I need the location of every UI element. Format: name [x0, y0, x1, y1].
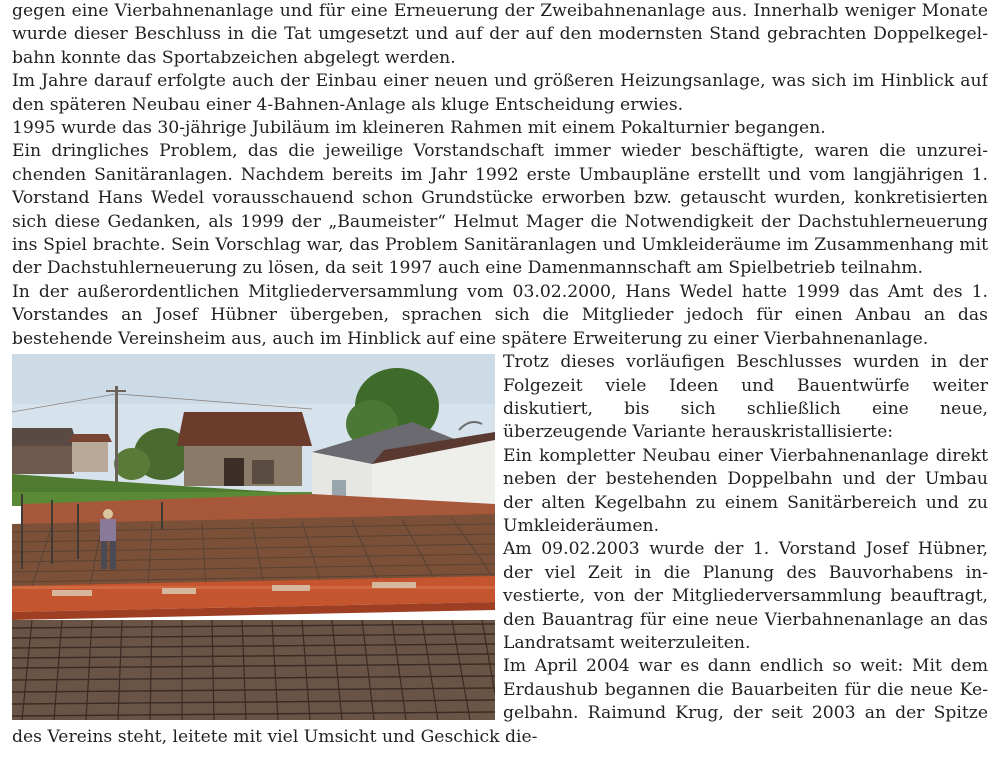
paragraph-1: gegen eine Vierbahnenanlage und für eine Erneuerung der Zweibahnenanlage aus. Innerhalb weniger Monate wurde dieser Beschluss in die Tat umgesetzt und auf der auf den modernsten Stand gebrachten Doppelkegelbahn konnte das Sportabzeichen abgelegt werden.: [12, 1, 988, 68]
paragraph-2: Im Jahre darauf erfolgte auch der Einbau einer neuen und größeren Heizungsanlage, was sich im Hinblick auf den späteren Neubau einer 4-Bahnen-Anlage als kluge Entscheidung erwies.: [12, 71, 988, 115]
paragraph-9: Im April 2004 war es dann endlich so weit: Mit dem Erdaushub begannen die Bauarbeiten für die neue Kegelbahn. Raimund Krug, der seit 2003 an der Spitze des Vereins steht, leitete mit viel Umsicht und Geschick die-: [12, 656, 988, 747]
construction-photo: [12, 354, 495, 720]
document-page: [12, 0, 988, 772]
paragraph-3: 1995 wurde das 30-jährige Jubiläum im kleineren Rahmen mit einem Pokalturnier begangen.: [12, 118, 826, 139]
paragraph-8: Am 09.02.2003 wurde der 1. Vorstand Josef Hübner, der viel Zeit in die Planung des Bauvorhabens investierte, von der Mitgliederversammlung beauftragt, den Bauantrag für eine neue Vierbahnenanlage an das Landratsamt weiterzuleiten.: [503, 539, 988, 653]
paragraph-5: In der außerordentlichen Mitgliederversammlung vom 03.02.2000, Hans Wedel hatte 1999 das Amt des 1. Vorstandes an Josef Hübner übergeben, sprachen sich die Mitglieder jedoch für einen Anbau an das bestehende Vereinsheim aus, auch im Hinblick auf eine spätere Erweiterung zu einer Vierbahnenanlage.: [12, 281, 988, 349]
paragraph-4: Ein dringliches Problem, das die jeweilige Vorstandschaft immer wieder beschäftigte, waren die unzureichenden Sanitäranlagen. Nachdem bereits im Jahr 1992 erste Umbaupläne erstellt und vom langjährigen 1. Vorstand Hans Wedel vorausschauend schon Grundstücke erworben bzw. getauscht wurden, konkretisierten sich diese Gedanken, als 1999 der „Baumeister“ Helmut Mager die Notwendigkeit der Dachstuhlerneuerung ins Spiel brachte. Sein Vorschlag war, das Problem Sanitäranlagen und Umkleideräume im Zusammenhang mit der Dachstuhlerneuerung zu lösen, da seit 1997 auch eine Damenmannschaft am Spielbetrieb teilnahm.: [12, 141, 988, 279]
paragraph-7: Ein kompletter Neubau einer Vierbahnenanlage direkt neben der bestehenden Doppelbahn und der Umbau der alten Kegelbahn zu einem Sanitärbereich und zu Umkleideräumen.: [503, 445, 988, 536]
paragraph-6: Trotz dieses vorläufigen Beschlusses wurden in der Folgezeit viele Ideen und Bauentwürfe weiter diskutiert, bis sich schließlich eine neue, überzeugende Variante herauskristallisierte:: [503, 352, 988, 443]
